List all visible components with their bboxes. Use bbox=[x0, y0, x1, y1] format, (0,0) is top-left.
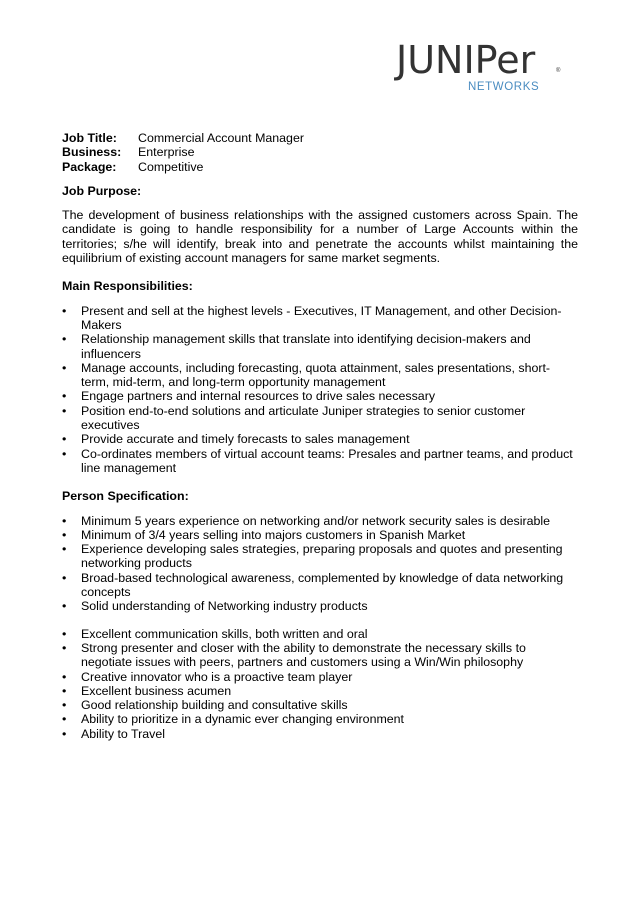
list-item: • Excellent business acumen bbox=[62, 683, 232, 698]
responsibilities-heading: Main Responsibilities: bbox=[62, 279, 193, 294]
bullet-icon: • bbox=[62, 389, 67, 404]
list-item: • Strong presenter and closer with the ability to demonstrate the necessary skills to negotiate issues with peers, partners and customers using a Win/Win philosophy bbox=[62, 640, 526, 670]
list-item: • Minimum of 3/4 years selling into majors customers in Spanish Market bbox=[62, 527, 466, 542]
purpose-paragraph: The development of business relationships with the assigned customers across Spain. The candidate is going to handle responsibility for a number of Large Accounts within the territories; s/he will identify, break into and penetrate the accounts whilst maintaining the equilibrium of existing account managers for same market segments. bbox=[62, 208, 578, 266]
bullet-icon: • bbox=[62, 432, 67, 447]
bullet-icon: • bbox=[62, 599, 67, 614]
spec-heading: Person Specification: bbox=[62, 489, 189, 504]
logo-wordmark: JUNIPer bbox=[396, 38, 536, 82]
bullet-icon: • bbox=[62, 332, 67, 347]
list-item: • Broad-based technological awareness, complemented by knowledge of data networking concepts bbox=[62, 570, 564, 600]
meta-value: Enterprise bbox=[138, 145, 195, 160]
list-item: • Ability to prioritize in a dynamic ever changing environment bbox=[62, 712, 405, 727]
bullet-icon: • bbox=[62, 626, 67, 641]
responsibilities-list bbox=[62, 304, 578, 476]
bullet-icon: • bbox=[62, 669, 67, 684]
list-item: • Excellent communication skills, both written and oral bbox=[62, 626, 368, 641]
list-item: • Provide accurate and timely forecasts to sales management bbox=[62, 432, 410, 447]
bullet-icon: • bbox=[62, 303, 67, 318]
list-item: • Solid understanding of Networking industry products bbox=[62, 599, 368, 614]
logo-registered-mark: ® bbox=[556, 68, 561, 74]
job-meta bbox=[62, 131, 578, 174]
spec-list-1 bbox=[62, 514, 578, 614]
list-item: • Engage partners and internal resources to drive sales necessary bbox=[62, 389, 436, 404]
bullet-icon: • bbox=[62, 640, 67, 655]
list-item: • Good relationship building and consultative skills bbox=[62, 698, 348, 713]
bullet-icon: • bbox=[62, 403, 67, 418]
meta-label: Business: bbox=[62, 145, 122, 160]
list-item: • Minimum 5 years experience on networking and/or network security sales is desirable bbox=[62, 513, 550, 528]
meta-row-business bbox=[62, 145, 578, 159]
bullet-icon: • bbox=[62, 527, 67, 542]
bullet-icon: • bbox=[62, 683, 67, 698]
meta-value: Commercial Account Manager bbox=[138, 131, 304, 145]
list-item: • Manage accounts, including forecasting, quota attainment, sales presentations, short-term, mid-term, and long-term opportunity management bbox=[62, 360, 551, 390]
bullet-icon: • bbox=[62, 542, 67, 557]
list-item: • Relationship management skills that translate into identifying decision-makers and influencers bbox=[62, 332, 531, 361]
list-item: • Present and sell at the highest levels - Executives, IT Management, and other Decision-Makers bbox=[62, 303, 562, 332]
meta-row-package bbox=[62, 160, 578, 174]
bullet-icon: • bbox=[62, 446, 67, 461]
spec-list-2 bbox=[62, 627, 578, 741]
bullet-icon: • bbox=[62, 726, 67, 741]
document-body bbox=[62, 131, 578, 741]
juniper-logo bbox=[396, 38, 566, 96]
bullet-icon: • bbox=[62, 360, 67, 375]
meta-label: Job Title: bbox=[62, 131, 117, 145]
bullet-icon: • bbox=[62, 698, 67, 713]
bullet-icon: • bbox=[62, 513, 67, 528]
purpose-heading: Job Purpose: bbox=[62, 183, 142, 198]
meta-row-title bbox=[62, 131, 578, 145]
list-item: • Co-ordinates members of virtual account teams: Presales and partner teams, and product line management bbox=[62, 446, 573, 475]
meta-value: Competitive bbox=[138, 159, 204, 174]
bullet-icon: • bbox=[62, 570, 67, 585]
logo-networks: NETWORKS bbox=[468, 81, 540, 93]
list-item: • Creative innovator who is a proactive team player bbox=[62, 669, 353, 684]
list-item: • Experience developing sales strategies, preparing proposals and quotes and presenting networking products bbox=[62, 542, 563, 571]
list-item: • Ability to Travel bbox=[62, 726, 166, 741]
meta-label: Package: bbox=[62, 159, 117, 174]
bullet-icon: • bbox=[62, 712, 67, 727]
list-item: • Position end-to-end solutions and articulate Juniper strategies to senior customer executives bbox=[62, 403, 526, 433]
